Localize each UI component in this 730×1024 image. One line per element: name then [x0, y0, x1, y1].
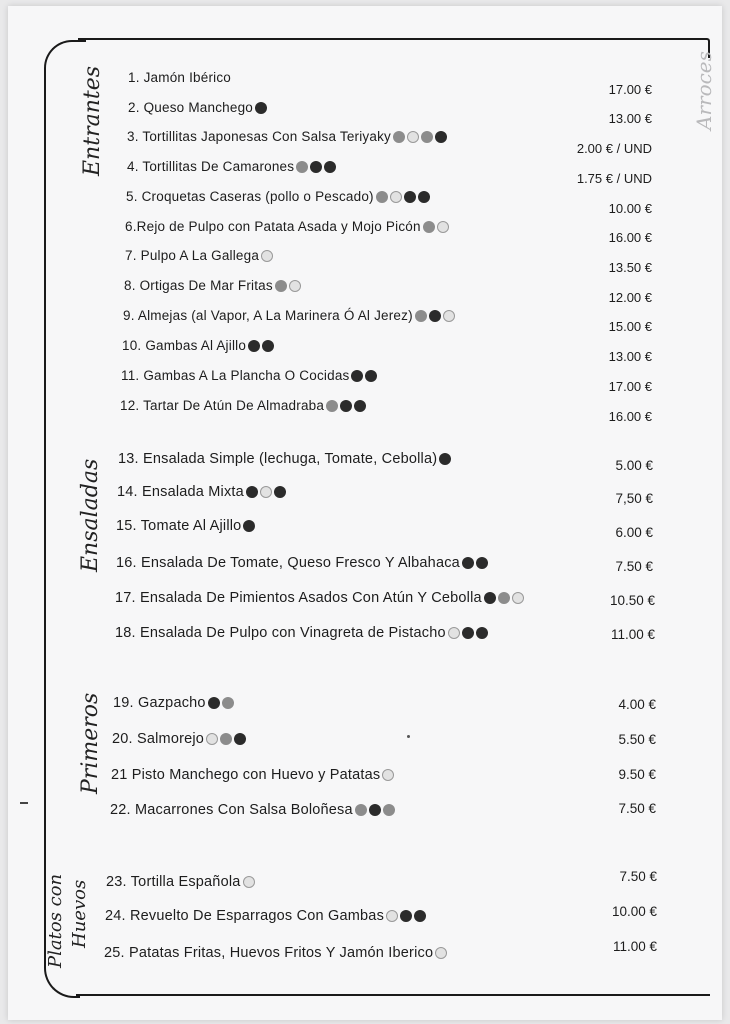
allergen-icon	[246, 486, 258, 498]
menu-item	[110, 802, 395, 818]
allergen-icons	[206, 695, 234, 711]
item-name: 3. Tortillitas Japonesas Con Salsa Teriyaky	[127, 129, 391, 144]
item-price: 7.50 €	[615, 559, 653, 574]
allergen-icons	[324, 398, 366, 413]
frame-top-border	[78, 38, 710, 58]
allergen-icons	[380, 767, 394, 783]
allergen-icon	[326, 400, 338, 412]
allergen-icon	[369, 804, 381, 816]
item-name: 16. Ensalada De Tomate, Queso Fresco Y Albahaca	[116, 555, 460, 571]
frame-left-border	[44, 76, 46, 956]
allergen-icon	[462, 557, 474, 569]
allergen-icons	[437, 451, 451, 467]
menu-item	[127, 129, 447, 144]
section-title-primeros: Primeros	[78, 692, 103, 794]
item-price: 10.50 €	[609, 593, 655, 608]
allergen-icon	[243, 876, 255, 888]
item-name: 25. Patatas Fritas, Huevos Fritos Y Jamón Iberico	[104, 945, 434, 961]
allergen-icon	[351, 370, 363, 382]
allergen-icon	[448, 627, 460, 639]
allergen-icon	[386, 910, 398, 922]
item-price: 15.00 €	[608, 319, 652, 334]
allergen-icon	[439, 453, 451, 465]
item-name: 1. Jamón Ibérico	[128, 70, 231, 85]
allergen-icon	[206, 733, 218, 745]
allergen-icons	[353, 802, 395, 818]
allergen-icon	[423, 221, 435, 233]
item-price: 5.00 €	[615, 458, 653, 473]
allergen-icon	[340, 400, 352, 412]
item-price: 17.00 €	[608, 82, 652, 97]
menu-item	[125, 219, 449, 234]
item-name: 6.Rejo de Pulpo con Patata Asada y Mojo Picón	[125, 219, 421, 234]
item-name: 11. Gambas A La Plancha O Cocidas	[121, 368, 350, 383]
allergen-icons	[204, 731, 246, 747]
menu-item	[125, 248, 273, 263]
item-name: 8. Ortigas De Mar Fritas	[124, 278, 273, 293]
menu-item	[128, 70, 231, 85]
item-name: 18. Ensalada De Pulpo con Vinagreta de Pistacho	[115, 625, 446, 641]
item-price: 1.75 € / UND	[576, 171, 652, 186]
allergen-icons	[460, 555, 488, 571]
allergen-icons	[374, 189, 430, 204]
allergen-icon	[220, 733, 232, 745]
allergen-icons	[384, 908, 426, 924]
allergen-icon	[476, 627, 488, 639]
allergen-icon	[484, 592, 496, 604]
item-price: 2.00 € / UND	[576, 141, 652, 156]
allergen-icon	[243, 520, 255, 532]
menu-item	[111, 767, 394, 783]
menu-item	[124, 278, 301, 293]
allergen-icon	[261, 250, 273, 262]
item-price: 9.50 €	[618, 767, 656, 782]
allergen-icons	[294, 159, 336, 174]
menu-item	[116, 555, 488, 571]
item-name: 21 Pisto Manchego con Huevo y Patatas	[111, 767, 381, 783]
allergen-icon	[310, 161, 322, 173]
allergen-icon	[248, 340, 260, 352]
menu-item	[117, 484, 286, 500]
allergen-icon	[376, 191, 388, 203]
item-price: 13.00 €	[608, 111, 652, 126]
allergen-icon	[498, 592, 510, 604]
menu-item	[105, 908, 426, 924]
item-name: 19. Gazpacho	[113, 695, 206, 711]
allergen-icon	[414, 910, 426, 922]
menu-item	[106, 874, 255, 890]
allergen-icons	[433, 945, 447, 961]
item-price: 7,50 €	[615, 491, 653, 506]
section-title-platos-line1: Platos con	[45, 873, 66, 968]
item-price: 10.00 €	[611, 904, 657, 919]
allergen-icon	[390, 191, 402, 203]
menu-item	[112, 731, 246, 747]
item-name: 23. Tortilla Española	[106, 874, 241, 890]
allergen-icon	[404, 191, 416, 203]
item-price: 7.50 €	[619, 869, 657, 884]
allergen-icon	[365, 370, 377, 382]
section-title-ensaladas: Ensaladas	[78, 458, 103, 572]
menu-item	[121, 368, 377, 383]
allergen-icon	[415, 310, 427, 322]
allergen-icon	[255, 102, 267, 114]
menu-item	[116, 518, 255, 534]
section-title-platos-line2: Huevos	[69, 879, 90, 948]
allergen-icons	[253, 100, 267, 115]
allergen-icon	[512, 592, 524, 604]
allergen-icons	[259, 248, 273, 263]
menu-item	[120, 398, 366, 413]
menu-page	[8, 6, 722, 1020]
allergen-icons	[244, 484, 286, 500]
item-price: 16.00 €	[608, 230, 652, 245]
item-name: 5. Croquetas Caseras (pollo o Pescado)	[126, 189, 374, 204]
item-name: 22. Macarrones Con Salsa Boloñesa	[110, 802, 353, 818]
allergen-icon	[393, 131, 405, 143]
item-name: 12. Tartar De Atún De Almadraba	[120, 398, 325, 413]
allergen-icon	[234, 733, 246, 745]
allergen-icons	[482, 590, 524, 606]
menu-item	[115, 625, 488, 641]
allergen-icon	[476, 557, 488, 569]
item-name: 10. Gambas Al Ajillo	[122, 338, 247, 353]
allergen-icon	[324, 161, 336, 173]
frame-bottom-border	[76, 994, 710, 996]
allergen-icon	[296, 161, 308, 173]
item-name: 4. Tortillitas De Camarones	[127, 159, 295, 174]
allergen-icon	[429, 310, 441, 322]
menu-item	[127, 159, 336, 174]
next-page-section-label: Arroces	[692, 51, 716, 130]
item-name: 15. Tomate Al Ajillo	[116, 518, 242, 534]
item-name: 20. Salmorejo	[112, 731, 205, 747]
item-price: 12.00 €	[608, 290, 652, 305]
menu-item	[104, 945, 447, 961]
item-name: 17. Ensalada De Pimientos Asados Con Atún Y Cebolla	[115, 590, 482, 606]
allergen-icon	[260, 486, 272, 498]
menu-item	[118, 451, 451, 467]
allergen-icon	[208, 697, 220, 709]
item-price: 5.50 €	[618, 732, 656, 747]
allergen-icon	[437, 221, 449, 233]
allergen-icon	[274, 486, 286, 498]
allergen-icon	[383, 804, 395, 816]
item-price: 11.00 €	[612, 939, 657, 954]
item-price: 13.00 €	[608, 349, 652, 364]
menu-item	[115, 590, 524, 606]
menu-item	[122, 338, 274, 353]
item-name: 24. Revuelto De Esparragos Con Gambas	[105, 908, 385, 924]
allergen-icon	[355, 804, 367, 816]
item-name: 7. Pulpo A La Gallega	[125, 248, 260, 263]
allergen-icon	[262, 340, 274, 352]
section-title-entrantes: Entrantes	[80, 65, 105, 176]
menu-item	[128, 100, 267, 115]
allergen-icons	[273, 278, 301, 293]
item-name: 9. Almejas (al Vapor, A La Marinera Ó Al Jerez)	[123, 308, 413, 323]
item-price: 13.50 €	[608, 260, 652, 275]
allergen-icons	[349, 368, 377, 383]
allergen-icon	[418, 191, 430, 203]
item-name: 2. Queso Manchego	[128, 100, 253, 115]
allergen-icon	[222, 697, 234, 709]
allergen-icons	[421, 219, 449, 234]
allergen-icon	[443, 310, 455, 322]
allergen-icon	[421, 131, 433, 143]
allergen-icons	[241, 874, 255, 890]
allergen-icon	[275, 280, 287, 292]
page-mark	[20, 802, 28, 804]
speck	[407, 735, 410, 738]
allergen-icons	[246, 338, 274, 353]
item-price: 4.00 €	[618, 697, 656, 712]
allergen-icon	[407, 131, 419, 143]
item-price: 16.00 €	[608, 409, 652, 424]
allergen-icons	[413, 308, 455, 323]
item-price: 17.00 €	[608, 379, 652, 394]
allergen-icon	[354, 400, 366, 412]
item-price: 7.50 €	[618, 801, 656, 816]
item-name: 13. Ensalada Simple (lechuga, Tomate, Cebolla)	[118, 451, 438, 467]
allergen-icon	[400, 910, 412, 922]
allergen-icon	[462, 627, 474, 639]
allergen-icon	[435, 131, 447, 143]
allergen-icon	[382, 769, 394, 781]
allergen-icon	[289, 280, 301, 292]
allergen-icons	[391, 129, 447, 144]
allergen-icon	[435, 947, 447, 959]
allergen-icons	[241, 518, 255, 534]
item-price: 6.00 €	[615, 525, 653, 540]
menu-item	[126, 189, 430, 204]
menu-item	[123, 308, 455, 323]
item-price: 10.00 €	[608, 201, 652, 216]
allergen-icons	[446, 625, 488, 641]
item-name: 14. Ensalada Mixta	[117, 484, 244, 500]
menu-item	[113, 695, 234, 711]
item-price: 11.00 €	[610, 627, 655, 642]
